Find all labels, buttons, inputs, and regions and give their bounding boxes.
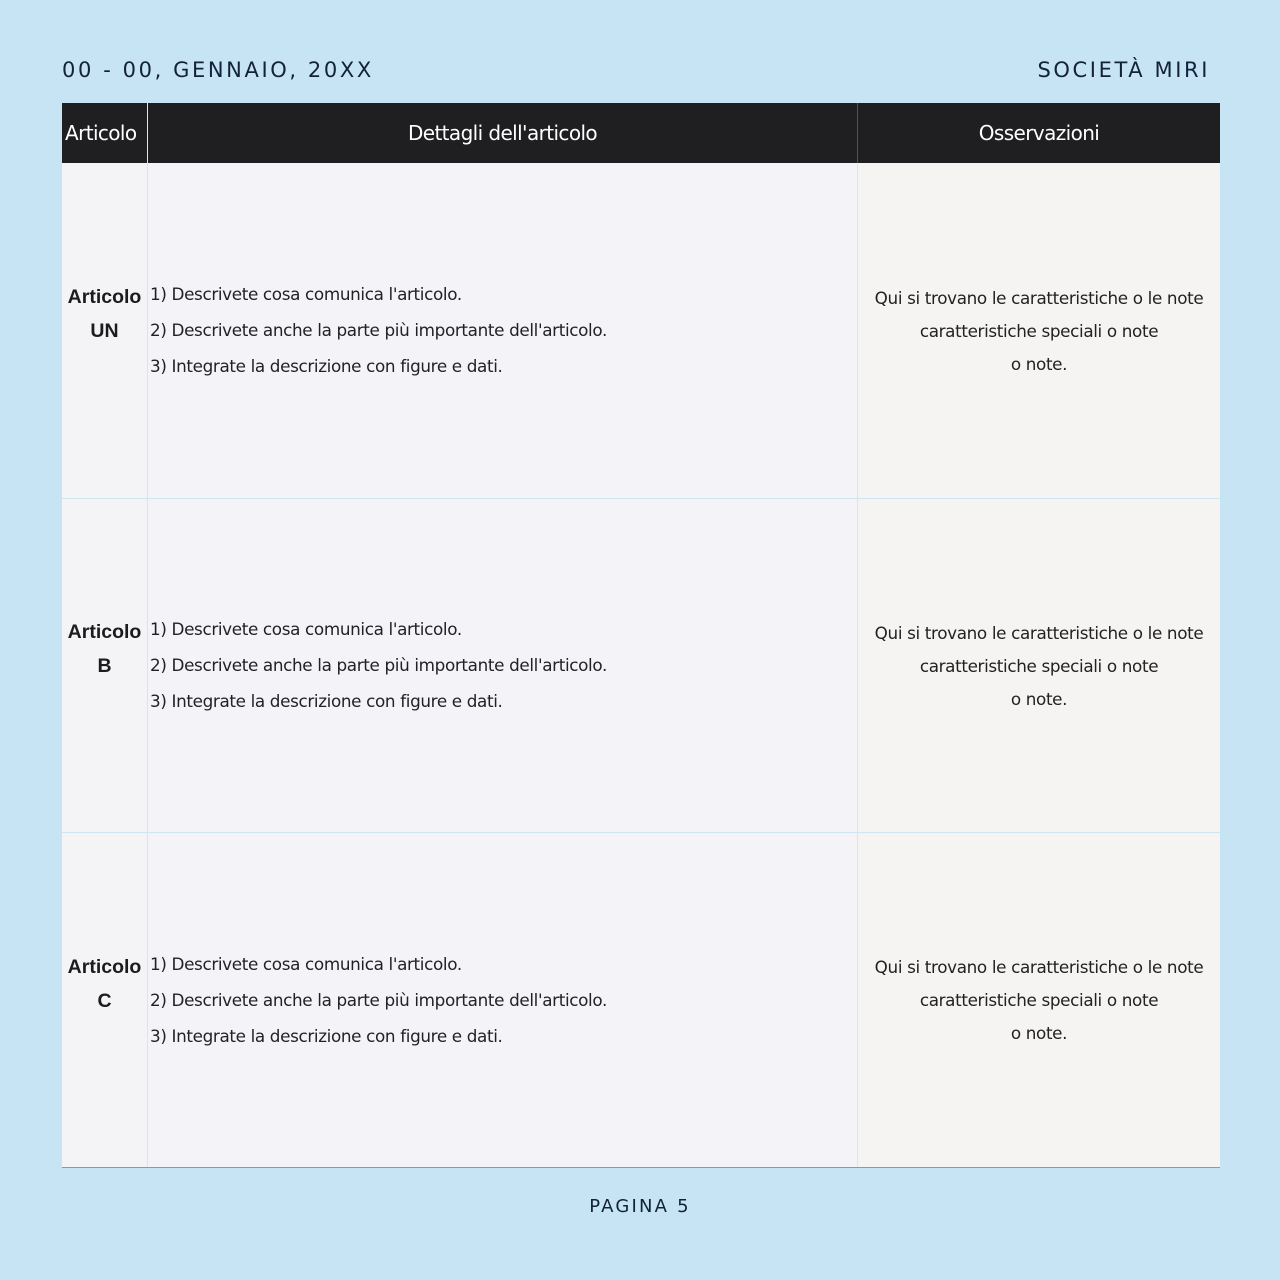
detail-line: 3) Integrate la descrizione con figure e dati. <box>150 356 503 377</box>
column-header-details: Dettagli dell'articolo <box>148 103 858 163</box>
item-name-line: UN <box>90 320 119 343</box>
table-row <box>62 163 1220 498</box>
item-notes <box>875 951 1204 1050</box>
item-name-line: C <box>97 989 112 1012</box>
item-details-cell <box>148 832 858 1167</box>
detail-line: 2) Descrivete anche la parte più importante dell'articolo. <box>150 989 607 1010</box>
item-notes <box>875 282 1204 381</box>
detail-line: 2) Descrivete anche la parte più importante dell'articolo. <box>150 320 607 341</box>
table-row <box>62 498 1220 833</box>
item-name <box>68 280 142 348</box>
item-notes-cell <box>858 832 1220 1167</box>
column-header-item: Articolo <box>62 103 148 163</box>
document-date: 00 - 00, GENNAIO, 20XX <box>62 58 374 82</box>
note-line: o note. <box>1010 353 1068 374</box>
note-line: caratteristiche speciali o note <box>919 320 1159 341</box>
company-name: SOCIETÀ MIRI <box>1037 58 1210 82</box>
note-line: o note. <box>1010 688 1068 709</box>
item-name-line: Articolo <box>67 621 142 644</box>
item-name-line: B <box>97 655 112 678</box>
detail-line: 3) Integrate la descrizione con figure e dati. <box>150 1025 503 1046</box>
note-line: caratteristiche speciali o note <box>919 990 1159 1011</box>
item-name-cell <box>62 163 148 498</box>
page-number: PAGINA 5 <box>589 1196 691 1217</box>
detail-line: 1) Descrivete cosa comunica l'articolo. <box>150 619 462 640</box>
item-details <box>150 611 607 719</box>
item-name-line: Articolo <box>67 286 142 309</box>
item-name-line: Articolo <box>67 955 142 978</box>
item-name <box>68 950 142 1018</box>
item-details-cell <box>148 498 858 833</box>
item-notes-cell <box>858 163 1220 498</box>
note-line: Qui si trovano le caratteristiche o le note <box>874 287 1204 308</box>
column-header-notes: Osservazioni <box>978 121 1100 145</box>
item-notes <box>875 617 1204 716</box>
detail-line: 3) Integrate la descrizione con figure e dati. <box>150 691 503 712</box>
item-details <box>150 946 607 1054</box>
item-details-cell <box>148 163 858 498</box>
item-name-cell <box>62 498 148 833</box>
detail-line: 1) Descrivete cosa comunica l'articolo. <box>150 953 462 974</box>
item-notes-cell <box>858 498 1220 833</box>
note-line: caratteristiche speciali o note <box>919 655 1159 676</box>
note-line: Qui si trovano le caratteristiche o le note <box>874 622 1204 643</box>
item-name <box>68 615 142 683</box>
detail-line: 2) Descrivete anche la parte più importante dell'articolo. <box>150 655 607 676</box>
table-row <box>62 832 1220 1167</box>
note-line: o note. <box>1010 1023 1068 1044</box>
note-line: Qui si trovano le caratteristiche o le note <box>874 957 1204 978</box>
item-name-cell <box>62 832 148 1167</box>
item-details <box>150 276 607 384</box>
items-table <box>62 103 1220 1168</box>
detail-line: 1) Descrivete cosa comunica l'articolo. <box>150 284 462 305</box>
table-header-row <box>62 103 1220 163</box>
